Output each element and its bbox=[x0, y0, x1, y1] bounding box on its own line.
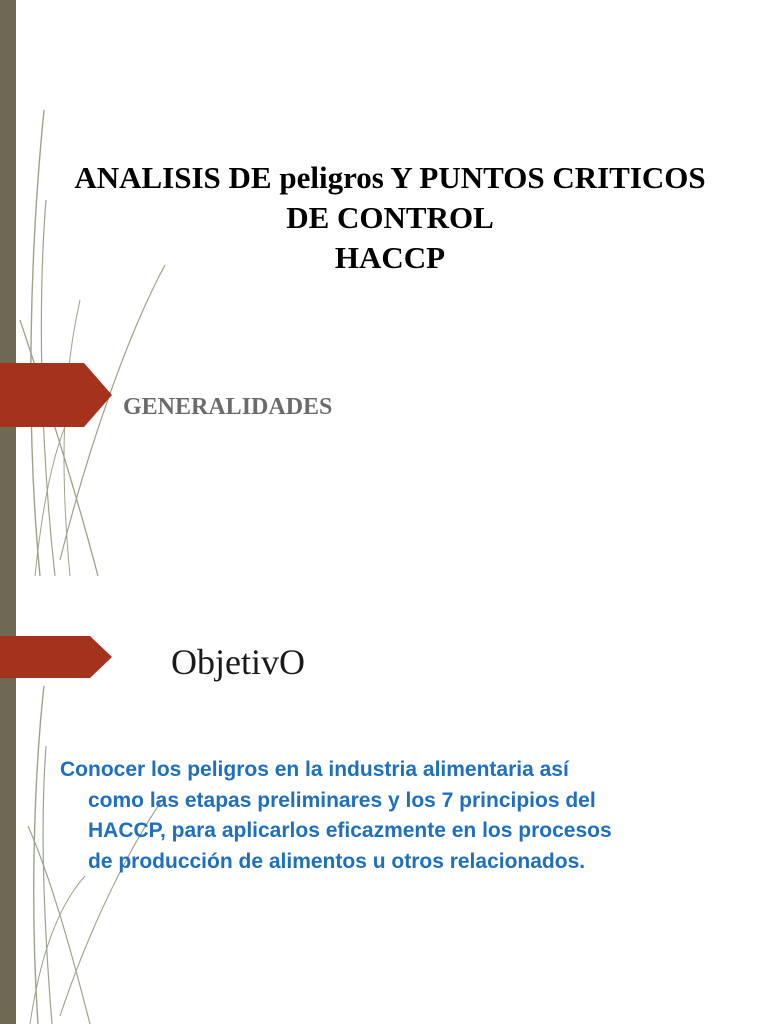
generalidades-heading: GENERALIDADES bbox=[123, 394, 333, 420]
section-tag-arrow bbox=[0, 363, 112, 427]
title-line-3: HACCP bbox=[334, 240, 446, 275]
objective-line-4: de producción de alimentos u otros relacionados. bbox=[88, 849, 586, 873]
objective-text bbox=[60, 755, 700, 877]
objective-line-3: HACCP, para aplicarlos eficazmente en los procesos bbox=[88, 819, 612, 842]
objective-tag-arrow bbox=[0, 636, 112, 678]
decorative-grass-lines bbox=[0, 0, 200, 576]
objective-line-2: como las etapas preliminares y los 7 principios del bbox=[88, 788, 596, 812]
objective-heading: ObjetivO bbox=[171, 642, 305, 682]
document-title bbox=[30, 158, 750, 278]
side-bar bbox=[0, 0, 16, 576]
objective-line-1: Conocer los peligros en la industria alimentaria así bbox=[60, 758, 569, 781]
title-line-1: ANALISIS DE peligros Y PUNTOS CRITICOS bbox=[74, 160, 706, 195]
title-line-2: DE CONTROL bbox=[286, 200, 494, 235]
